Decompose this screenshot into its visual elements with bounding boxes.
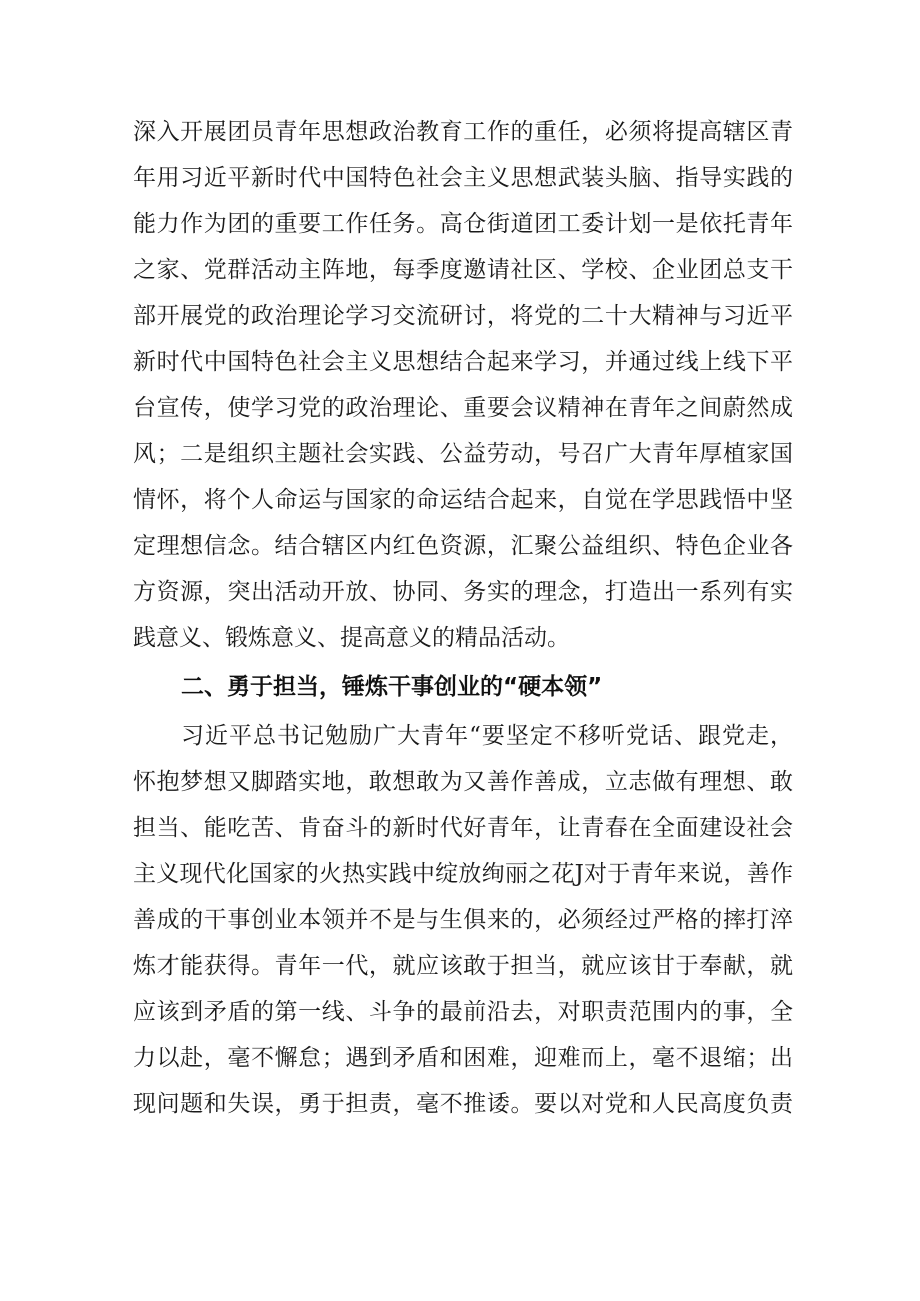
paragraph-1-line: 践意义、锻炼意义、提高意义的精品活动。 — [133, 625, 570, 651]
paragraph-1-line: 情怀，将个人命运与国家的命运结合起来，自觉在学思践悟中坚 — [133, 487, 793, 513]
paragraph-1-line: 定理想信念。结合辖区内红色资源，汇聚公益组织、特色企业各 — [133, 533, 793, 559]
paragraph-1-line: 方资源，突出活动开放、协同、务实的理念，打造出一系列有实 — [133, 579, 793, 605]
paragraph-1-line: 之家、党群活动主阵地，每季度邀请社区、学校、企业团总支干 — [133, 257, 793, 283]
paragraph-2-line: 主义现代化国家的火热实践中绽放绚丽之花J对于青年来说，善作 — [133, 861, 793, 887]
paragraph-1-line: 新时代中国特色社会主义思想结合起来学习，并通过线上线下平 — [133, 349, 793, 375]
paragraph-2-line: 担当、能吃苦、肯奋斗的新时代好青年，让青春在全面建设社会 — [133, 815, 793, 841]
paragraph-1-line: 风；二是组织主题社会实践、公益劳动，号召广大青年厚植家国 — [133, 441, 793, 467]
paragraph-2-line: 炼才能获得。青年一代，就应该敢于担当，就应该甘于奉献，就 — [133, 953, 793, 979]
paragraph-2-line: 怀抱梦想又脚踏实地，敢想敢为又善作善成，立志做有理想、敢 — [133, 769, 793, 795]
paragraph-2-line: 力以赴，毫不懈怠；遇到矛盾和困难，迎难而上，毫不退缩；出 — [133, 1045, 793, 1071]
paragraph-1-line: 年用习近平新时代中国特色社会主义思想武装头脑、指导实践的 — [133, 165, 793, 191]
section-heading: 二、勇于担当，锤炼干事创业的“硬本领” — [181, 674, 603, 700]
paragraph-2-line: 现问题和失误，勇于担责，毫不推诿。要以对党和人民高度负责 — [133, 1091, 793, 1117]
paragraph-2-line: 习近平总书记勉励广大青年“要坚定不移听党话、跟党走， — [181, 723, 793, 749]
paragraph-2-line: 善成的干事创业本领并不是与生俱来的，必须经过严格的摔打淬 — [133, 907, 793, 933]
paragraph-1-line: 台宣传，使学习党的政治理论、重要会议精神在青年之间蔚然成 — [133, 395, 793, 421]
paragraph-1-line: 部开展党的政治理论学习交流研讨，将党的二十大精神与习近平 — [133, 303, 793, 329]
paragraph-1-line: 能力作为团的重要工作任务。高仓街道团工委计划一是依托青年 — [133, 211, 793, 237]
paragraph-1-line: 深入开展团员青年思想政治教育工作的重任，必须将提高辖区青 — [133, 119, 793, 145]
paragraph-2-line: 应该到矛盾的第一线、斗争的最前沿去，对职责范围内的事，全 — [133, 999, 793, 1025]
